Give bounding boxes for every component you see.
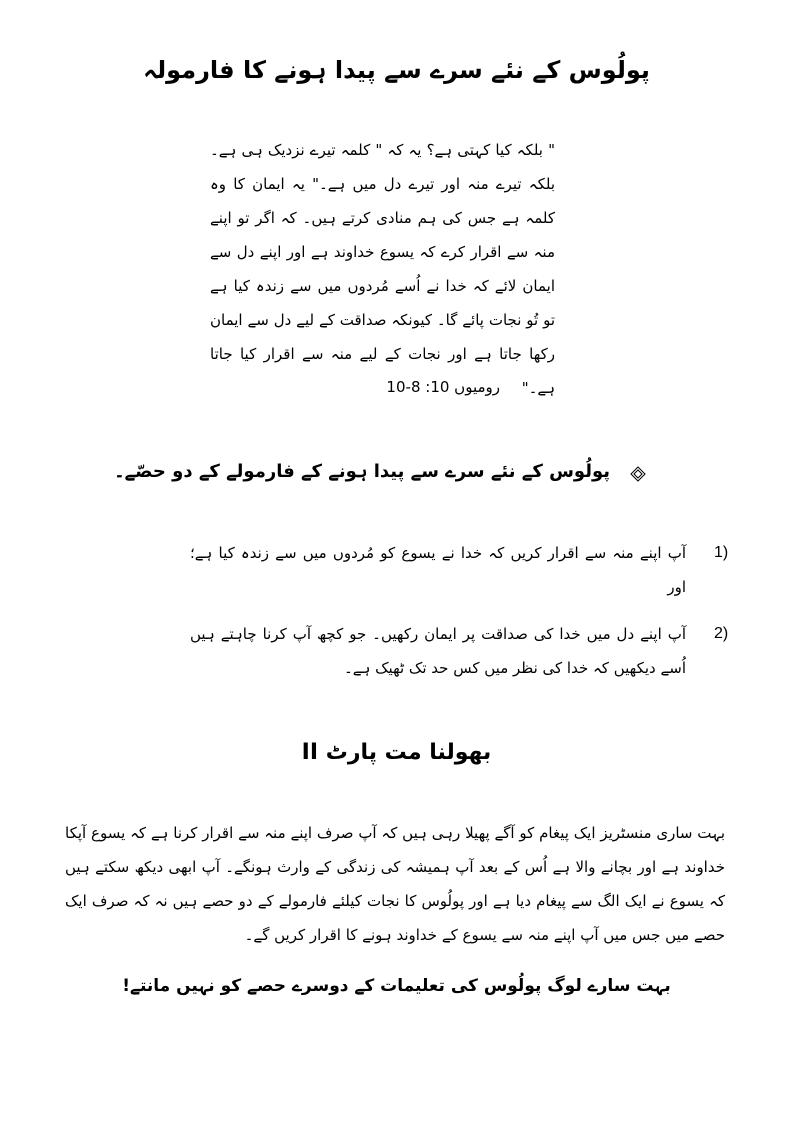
section-subtitle: بھولنا مت پارٹ II — [301, 740, 492, 765]
list-item-number: 2) — [714, 625, 729, 642]
section-heading: پولُوس کے نئے سرے سے پیدا ہونے کے فارمولے کے دو حصّے۔ — [114, 461, 610, 482]
closing-statement: بہت سارے لوگ پولُوس کی تعلیمات کے دوسرے حصے کو نہیں مانتے! — [122, 976, 671, 996]
list-item — [190, 536, 750, 604]
list-item-text: آپ اپنے دل میں خدا کی صداقت پر ایمان رکھیں۔ جو کچھ آپ کرنا چاہتے ہیں اُسے دیکھیں کہ خدا کی نظر میں کس حد تک ٹھیک ہے۔ — [190, 625, 686, 677]
scripture-reference: رومیوں 10: 8-10 — [386, 378, 500, 396]
list-item-text: آپ اپنے منہ سے اقرار کریں کہ خدا نے یسوع کو مُردوں میں سے زندہ کیا ہے؛ اور — [190, 544, 686, 596]
list-item — [190, 617, 750, 685]
body-paragraph: بہت ساری منسٹریز ایک پیغام کو آگے پھیلا رہی ہیں کہ آپ صرف اپنے منہ سے اقرار کرنا ہے کہ یسوع آپکا خداوند ہے اور بچانے والا ہے اُس کے بعد آپ ہمیشہ کی زندگی کے وارث ہونگے۔ آپ ابھی دیکھ سکتے ہیں کہ یسوع نے ایک الگ سے پیغام دیا ہے اور پولُوس کا نجات کیلئے فارمولے کے دو حصے ہیں نہ کہ صرف ایک حصے میں جس میں آپ اپنے منہ سے یسوع کے خداوند ہونے کا اقرار کریں گے۔ — [65, 824, 725, 944]
page-title: پولُوس کے نئے سرے سے پیدا ہونے کا فارمولہ — [143, 56, 650, 84]
diamond-bullet-icon — [630, 466, 646, 482]
scripture-quote: " بلکہ کیا کہتی ہے؟ یہ کہ " کلمہ تیرے نزدیک ہی ہے۔ بلکہ تیرے منہ اور تیرے دل میں ہے۔" یہ ایمان کا وہ کلمہ ہے جس کی ہم منادی کرتے ہیں۔ کہ اگر تو اپنے منہ سے اقرار کرے کہ یسوع خداوند ہے اور اپنے دل سے ایمان لائے کہ خدا نے اُسے مُردوں میں سے زندہ کیا ہے تو تُو نجات پائے گا۔ کیونکہ صداقت کے لیے دل سے ایمان رکھا جاتا ہے اور نجات کے لیے منہ سے اقرار کیا جاتا ہے۔" — [210, 141, 555, 397]
list-item-number: 1) — [714, 544, 729, 561]
